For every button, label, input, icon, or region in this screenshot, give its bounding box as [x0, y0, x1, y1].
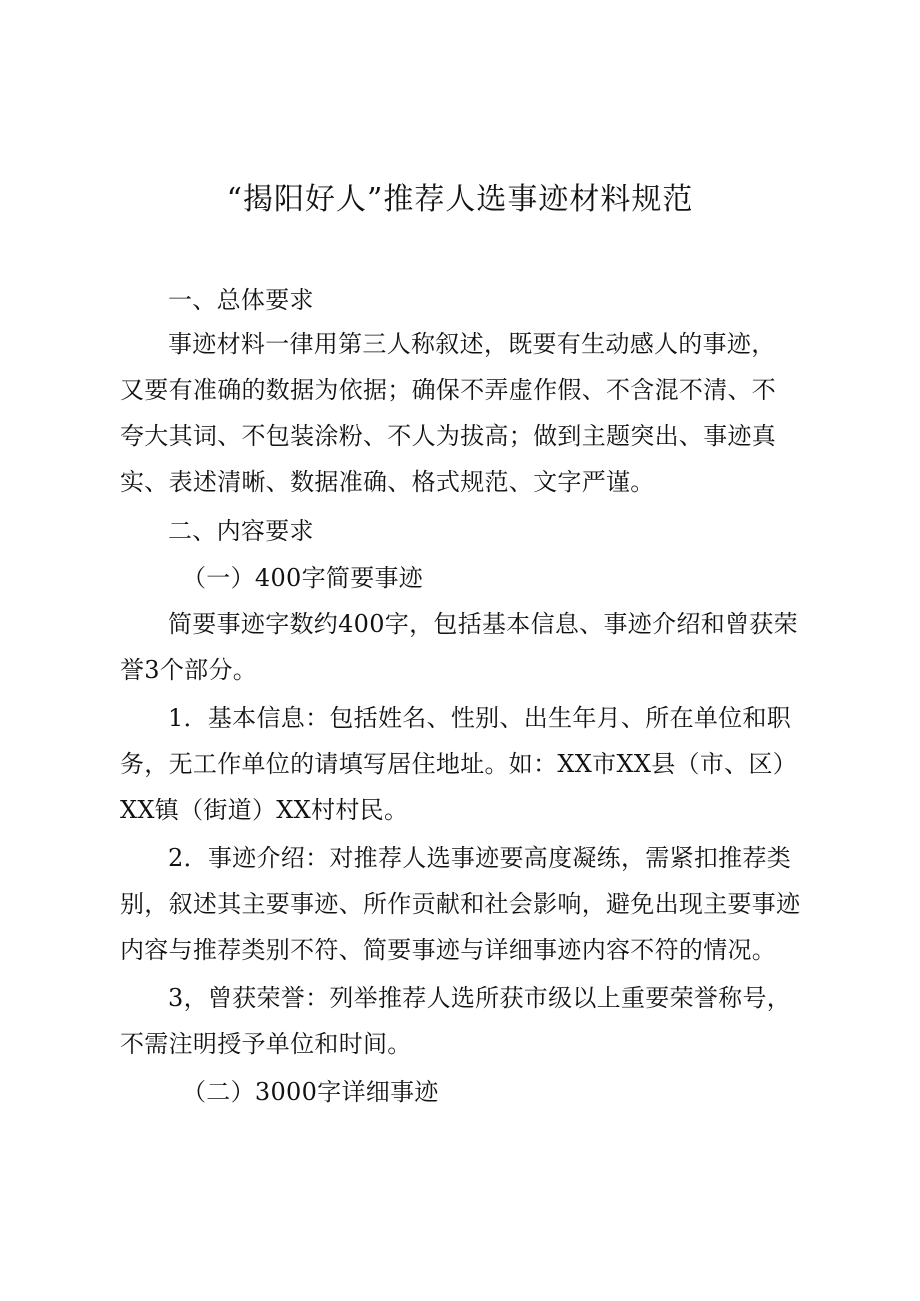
- subsection-heading-brief-deeds: （一）400字简要事迹: [182, 564, 424, 592]
- section-heading-overall-requirements: 一、总体要求: [168, 286, 314, 314]
- paragraph-line: 别，叙述其主要事迹、所作贡献和社会影响，避免出现主要事迹: [120, 890, 801, 918]
- paragraph-line: 夸大其词、不包装涂粉、不人为拔高；做到主题突出、事迹真: [120, 422, 777, 450]
- list-item-deeds-introduction: 2．事迹介绍：对推荐人选事迹要高度凝练，需紧扣推荐类: [168, 844, 792, 872]
- list-item-honors: 3，曾获荣誉：列举推荐人选所获市级以上重要荣誉称号，: [168, 984, 792, 1012]
- paragraph-line: 实、表述清晰、数据准确、格式规范、文字严谨。: [120, 468, 655, 496]
- list-item-basic-info: 1．基本信息：包括姓名、性别、出生年月、所在单位和职: [168, 704, 792, 732]
- paragraph-line: XX镇（街道）XX村村民。: [120, 796, 409, 824]
- paragraph-line: 内容与推荐类别不符、简要事迹与详细事迹内容不符的情况。: [120, 936, 777, 964]
- paragraph-line: 不需注明授予单位和时间。: [120, 1030, 412, 1058]
- paragraph-line: 事迹材料一律用第三人称叙述，既要有生动感人的事迹，: [168, 330, 776, 358]
- subsection-heading-detailed-deeds: （二）3000字详细事迹: [182, 1078, 439, 1106]
- paragraph-line: 誉3个部分。: [120, 656, 258, 684]
- paragraph-line: 简要事迹字数约400字，包括基本信息、事迹介绍和曾获荣: [168, 610, 798, 638]
- paragraph-line: 务，无工作单位的请填写居住地址。如：XX市XX县（市、区）: [120, 750, 798, 778]
- document-title: “揭阳好人”推荐人选事迹材料规范: [226, 182, 694, 217]
- section-heading-content-requirements: 二、内容要求: [168, 517, 314, 545]
- paragraph-line: 又要有准确的数据为依据；确保不弄虚作假、不含混不清、不: [120, 376, 777, 404]
